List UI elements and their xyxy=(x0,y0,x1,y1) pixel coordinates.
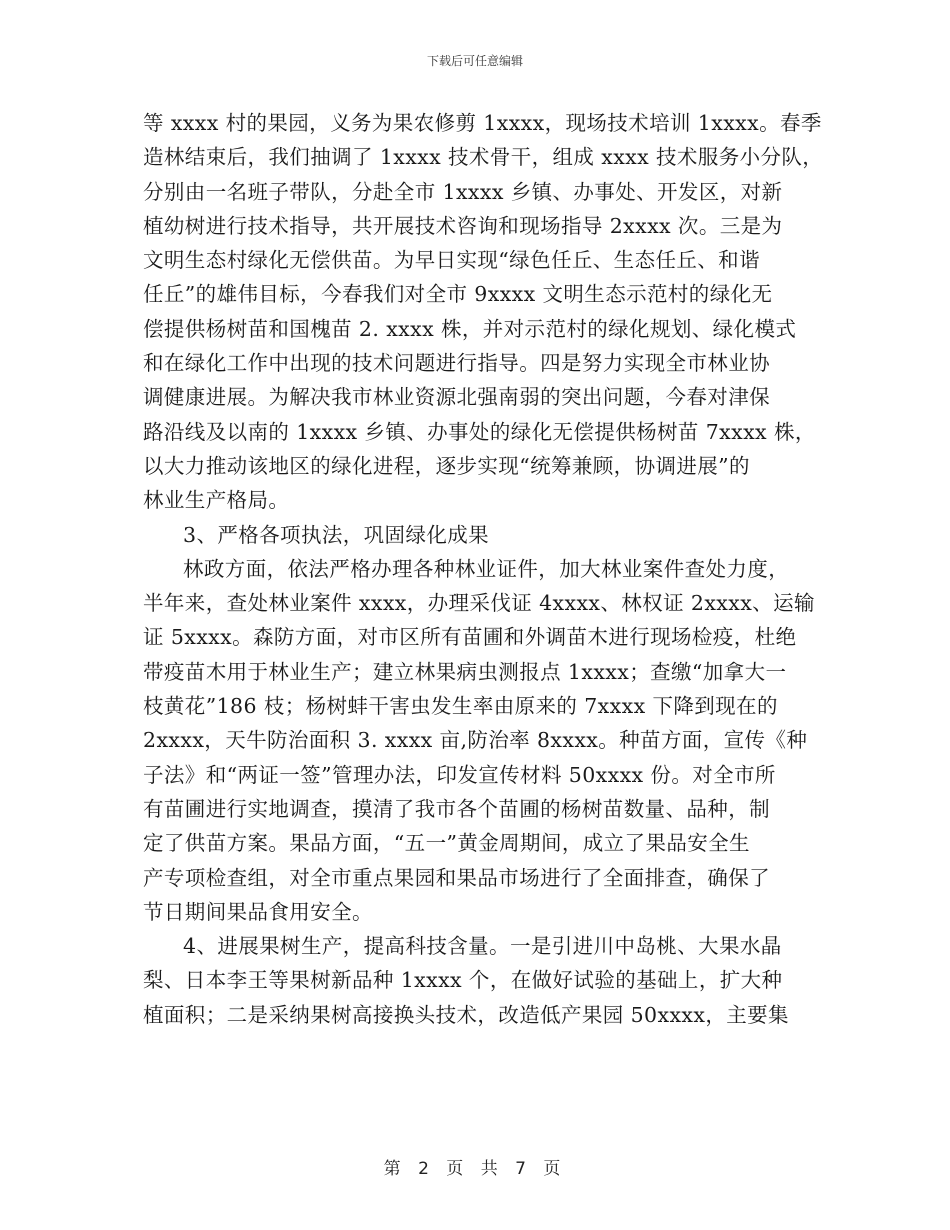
section-heading: 3、严格各项执法，巩固绿化成果 xyxy=(183,522,490,547)
text-line: 节日期间果品食用安全。 xyxy=(143,899,373,924)
text-line: 调健康进展。为解决我市林业资源北强南弱的突出问题，今春对津保 xyxy=(143,385,770,410)
section-heading: 4、进展果树生产，提高科技含量。一是引进川中岛桃、大果水晶 xyxy=(183,934,782,959)
page-footer: 第 2 页 共 7 页 xyxy=(383,1159,567,1179)
text-line: 半年来，查处林业案件 xxxx，办理采伐证 4xxxx、林权证 2xxxx、运输 xyxy=(143,591,815,616)
text-line: 文明生态村绿化无偿供苗。为早日实现“绿色任丘、生态任丘、和谐 xyxy=(143,248,760,273)
text-line: 定了供苗方案。果品方面，“五一”黄金周期间，成立了果品安全生 xyxy=(143,831,750,856)
text-line: 等 xxxx 村的果园，义务为果农修剪 1xxxx，现场技术培训 1xxxx。春季 xyxy=(143,111,822,135)
text-line: 有苗圃进行实地调查，摸清了我市各个苗圃的杨树苗数量、品种，制 xyxy=(143,796,770,821)
text-line: 植幼树进行技术指导，共开展技术咨询和现场指导 2xxxx 次。三是为 xyxy=(143,213,783,238)
text-line: 子法》和“两证一签”管理办法，印发宣传材料 50xxxx 份。对全市所 xyxy=(143,762,776,787)
text-line: 植面积；二是采纳果树高接换头技术，改造低产果园 50xxxx，主要集 xyxy=(143,1002,789,1027)
text-line: 和在绿化工作中出现的技术问题进行指导。四是努力实现全市林业协 xyxy=(143,351,770,376)
text-line: 带疫苗木用于林业生产；建立林果病虫测报点 1xxxx；查缴“加拿大一 xyxy=(143,659,787,684)
text-line: 枝黄花”186 枝；杨树蚌干害虫发生率由原来的 7xxxx 下降到现在的 xyxy=(143,694,778,719)
text-line: 偿提供杨树苗和国槐苗 2. xxxx 株，并对示范村的绿化规划、绿化模式 xyxy=(143,316,797,341)
text-line: 造林结束后，我们抽调了 1xxxx 技术骨干，组成 xxxx 技术服务小分队， xyxy=(143,145,824,170)
text-line: 路沿线及以南的 1xxxx 乡镇、办事处的绿化无偿提供杨树苗 7xxxx 株， xyxy=(143,419,816,444)
text-line: 2xxxx，天牛防治面积 3. xxxx 亩,防治率 8xxxx。种苗方面，宣传《种 xyxy=(143,728,808,753)
text-line: 产专项检查组，对全市重点果园和果品市场进行了全面排查，确保了 xyxy=(143,865,770,890)
text-line: 证 5xxxx。森防方面，对市区所有苗圃和外调苗木进行现场检疫，杜绝 xyxy=(143,625,797,650)
text-line: 以大力推动该地区的绿化进程，逐步实现“统筹兼顾，协调进展”的 xyxy=(143,453,750,478)
text-line: 分别由一名班子带队，分赴全市 1xxxx 乡镇、办事处、开发区，对新 xyxy=(143,179,783,204)
document-body xyxy=(143,106,824,1032)
text-line: 梨、日本李王等果树新品种 1xxxx 个，在做好试验的基础上，扩大种 xyxy=(143,968,783,993)
text-line: 林业生产格局。 xyxy=(143,488,290,513)
text-line: 林政方面，依法严格办理各种林业证件，加大林业案件查处力度， xyxy=(183,556,790,581)
text-line: 任丘”的雄伟目标，今春我们对全市 9xxxx 文明生态示范村的绿化无 xyxy=(143,282,773,307)
page-header: 下载后可任意编辑 xyxy=(426,54,523,68)
